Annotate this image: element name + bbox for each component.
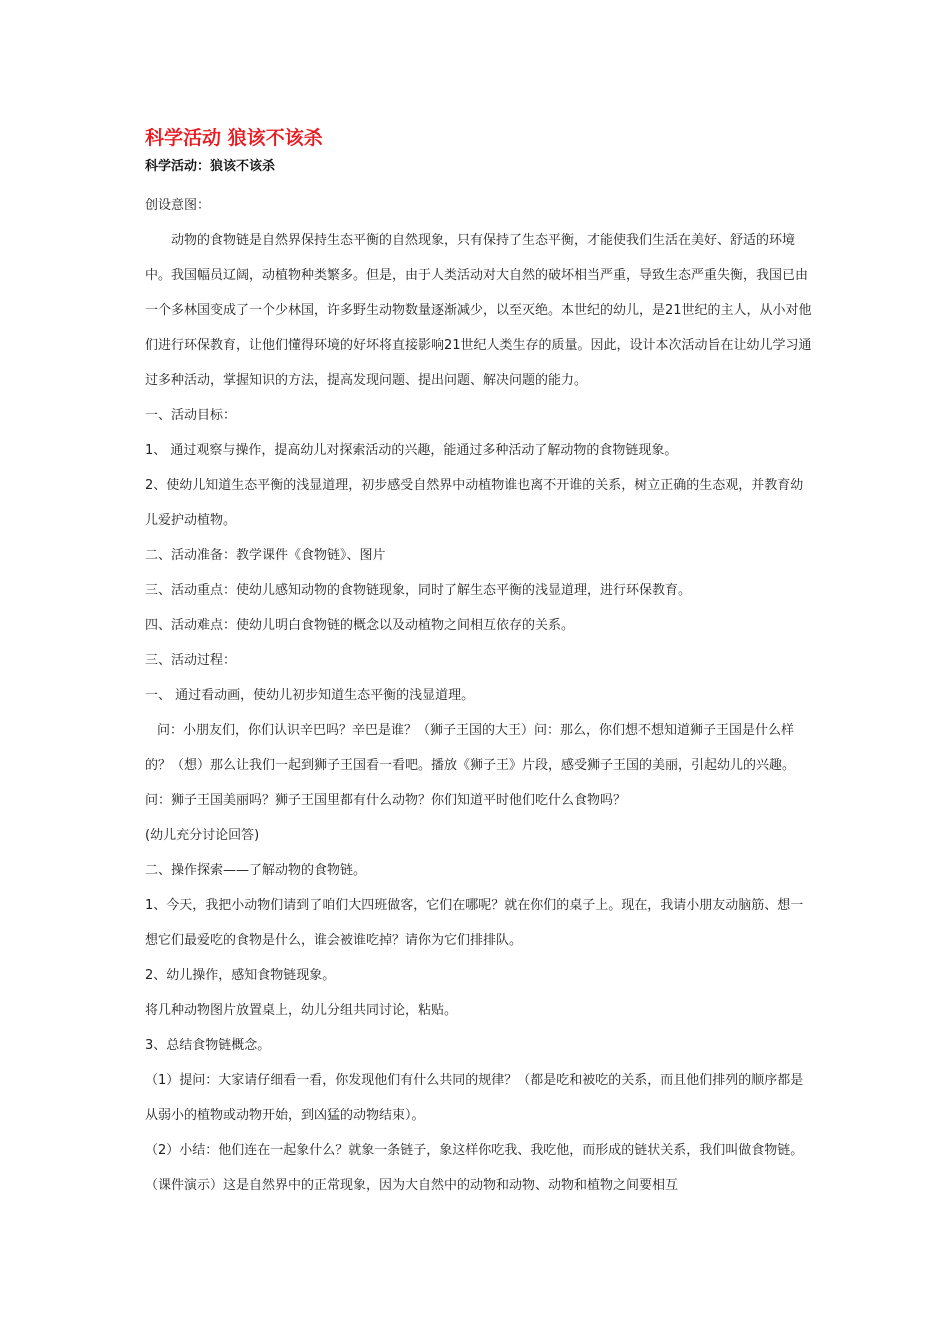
document-subtitle: 科学活动：狼该不该杀 [145, 159, 276, 174]
section-heading-process: 三、活动过程： [145, 653, 237, 668]
document-body [145, 188, 815, 1203]
goal-item-2: 2、使幼儿知道生态平衡的浅显道理，初步感受自然界中动植物谁也离不开谁的关系，树立正确的生态观，并教育幼儿爱护动植物。 [145, 478, 804, 528]
section-heading-difficulty: 四、活动难点：使幼儿明白食物链的概念以及动植物之间相互依存的关系。 [145, 618, 575, 633]
process-step-1-dialogue: 问：小朋友们，你们认识辛巴吗？辛巴是谁？（狮子王国的大王）问：那么，你们想不想知道狮子王国是什么样的？（想）那么让我们一起到狮子王国看一看吧。播放《狮子王》片段，感受狮子王国的美丽，引起幼儿的兴趣。问：狮子王国美丽吗？狮子王国里都有什么动物？你们知道平时他们吃什么食物吗？ [145, 723, 796, 808]
section-heading-focus: 三、活动重点：使幼儿感知动物的食物链现象，同时了解生态平衡的浅显道理，进行环保教育。 [145, 583, 692, 598]
document-title: 科学活动 狼该不该杀 [145, 127, 323, 149]
intent-paragraph: 动物的食物链是自然界保持生态平衡的自然现象，只有保持了生态平衡，才能使我们生活在美好、舒适的环境中。我国幅员辽阔，动植物种类繁多。但是，由于人类活动对大自然的破坏相当严重，导致生态严重失衡，我国已由一个多林国变成了一个少林国，许多野生动物数量逐渐减少，以至灭绝。本世纪的幼儿，是21世纪的主人，从小对他们进行环保教育，让他们懂得环境的好坏将直接影响21世纪人类生存的质量。因此，设计本次活动旨在让幼儿学习通过多种活动，掌握知识的方法，提高发现问题、提出问题、解决问题的能力。 [145, 233, 812, 388]
process-step-2-item-1: 1、今天，我把小动物们请到了咱们大四班做客，它们在哪呢？就在你们的桌子上。现在，我请小朋友动脑筋、想一想它们最爱吃的食物是什么，谁会被谁吃掉？请你为它们排排队。 [145, 898, 804, 948]
goal-item-1: 1、 通过观察与操作，提高幼儿对探索活动的兴趣，能通过多种活动了解动物的食物链现象。 [145, 443, 678, 458]
section-heading-goals: 一、活动目标： [145, 408, 237, 423]
process-step-2: 二、操作探索——了解动物的食物链。 [145, 863, 367, 878]
section-label-intent: 创设意图： [145, 198, 211, 213]
summary-item-1: （1）提问：大家请仔细看一看，你发现他们有什么共同的规律？（都是吃和被吃的关系，而且他们排列的顺序都是从弱小的植物或动物开始，到凶猛的动物结束）。 [145, 1073, 804, 1123]
summary-item-2: （2）小结：他们连在一起象什么？就象一条链子，象这样你吃我、我吃他，而形成的链状关系，我们叫做食物链。（课件演示）这是自然界中的正常现象，因为大自然中的动物和动物、动物和植物之间要相互 [145, 1143, 804, 1193]
process-step-2-note: 将几种动物图片放置桌上，幼儿分组共同讨论，粘贴。 [145, 1003, 458, 1018]
process-step-2-item-3: 3、总结食物链概念。 [145, 1038, 271, 1053]
process-step-1-note: (幼儿充分讨论回答) [145, 828, 260, 843]
process-step-1: 一、 通过看动画，使幼儿初步知道生态平衡的浅显道理。 [145, 688, 475, 703]
process-step-2-item-2: 2、幼儿操作，感知食物链现象。 [145, 968, 336, 983]
section-heading-preparation: 二、活动准备：教学课件《食物链》、图片 [145, 548, 386, 563]
